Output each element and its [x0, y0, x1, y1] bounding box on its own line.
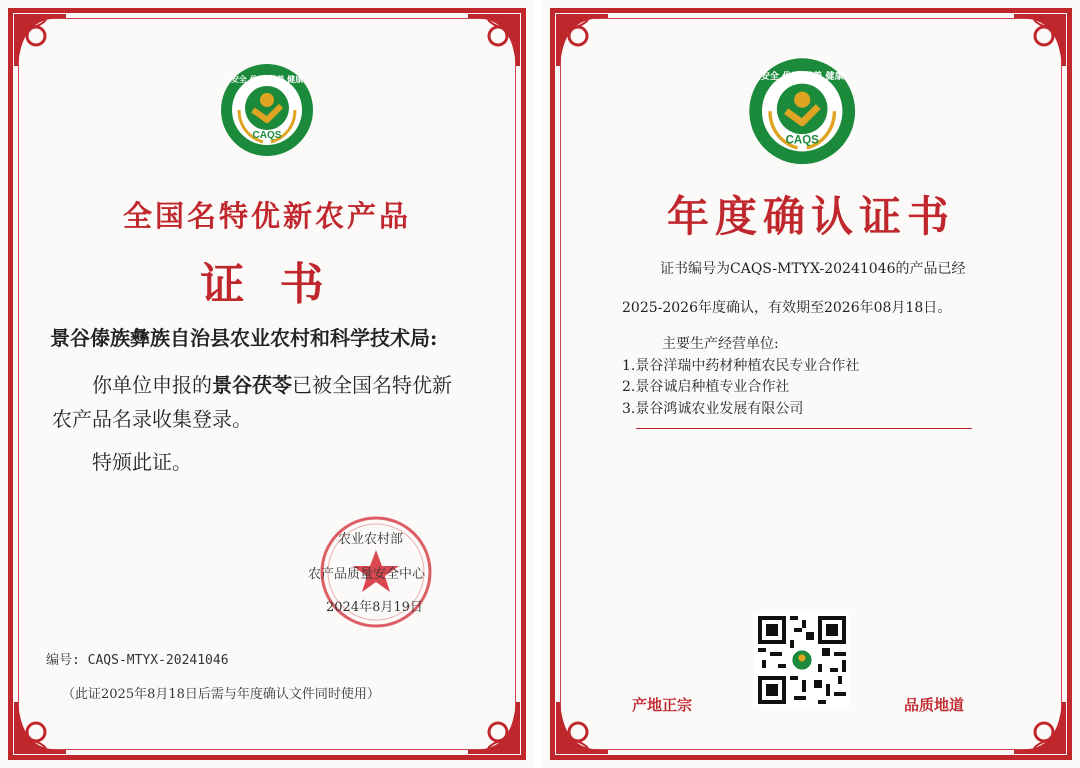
certificate-title: 全国名特优新农产品 — [122, 199, 411, 233]
body-line-2: 农产品名录收集登录。 — [52, 407, 252, 431]
usage-note: （此证2025年8月18日后需与年度确认文件同时使用） — [62, 687, 380, 702]
certificate-title: 年度确认证书 — [666, 192, 955, 241]
corner-ornament-icon — [1010, 10, 1070, 70]
corner-ornament-icon — [1010, 698, 1070, 758]
closing-line: 特颁此证。 — [92, 450, 192, 474]
logo-caqs-text: CAQS — [785, 134, 819, 147]
corner-ornament-icon — [10, 698, 70, 758]
confirmation-line-2: 2025-2026年度确认，有效期至2026年08月18日。 — [622, 300, 952, 316]
confirmation-line-1: 证书编号为CAQS-MTYX-20241046的产品已经 — [660, 261, 966, 277]
issue-date: 2024年8月19日 — [326, 600, 423, 615]
units-heading: 主要生产经营单位: — [662, 336, 779, 352]
divider — [636, 428, 972, 429]
footer-slogan-left: 产地正宗 — [632, 696, 693, 714]
certificate-right — [542, 0, 1080, 768]
logo-ring-text: 安全 优质 营养 健康 — [760, 70, 844, 82]
qr-code-icon[interactable] — [754, 612, 850, 708]
corner-ornament-icon — [552, 10, 612, 70]
certificate-left — [0, 0, 534, 768]
body-text-suffix: 已被全国名特优新 — [292, 373, 452, 397]
recipient-line: 景谷傣族彝族自治县农业农村和科学技术局: — [50, 326, 438, 350]
issuer-line-2: 农产品质量安全中心 — [308, 567, 426, 582]
logo-caqs-text: CAQS — [252, 130, 282, 141]
caqs-logo-icon — [747, 56, 857, 166]
issuer-line-1: 农业农村部 — [338, 532, 404, 547]
corner-ornament-icon — [552, 698, 612, 758]
corner-ornament-icon — [464, 698, 524, 758]
corner-ornament-icon — [464, 10, 524, 70]
unit-item-2: 2.景谷诚启种植专业合作社 — [622, 379, 790, 395]
unit-item-3: 3.景谷鸿诚农业发展有限公司 — [622, 401, 804, 417]
footer-slogan-right: 品质地道 — [904, 696, 965, 714]
product-name: 景谷茯苓 — [212, 373, 292, 397]
serial-number: 编号: CAQS-MTYX-20241046 — [46, 653, 229, 668]
corner-ornament-icon — [10, 10, 70, 70]
certificate-subtitle: 证 书 — [200, 259, 334, 310]
caqs-logo-icon — [219, 62, 315, 158]
body-text-prefix: 你单位申报的 — [92, 373, 212, 397]
logo-ring-text: 安全 优质 营养 健康 — [230, 75, 304, 84]
body-line-1 — [92, 369, 452, 398]
unit-item-1: 1.景谷洋瑞中药材种植农民专业合作社 — [622, 358, 860, 374]
